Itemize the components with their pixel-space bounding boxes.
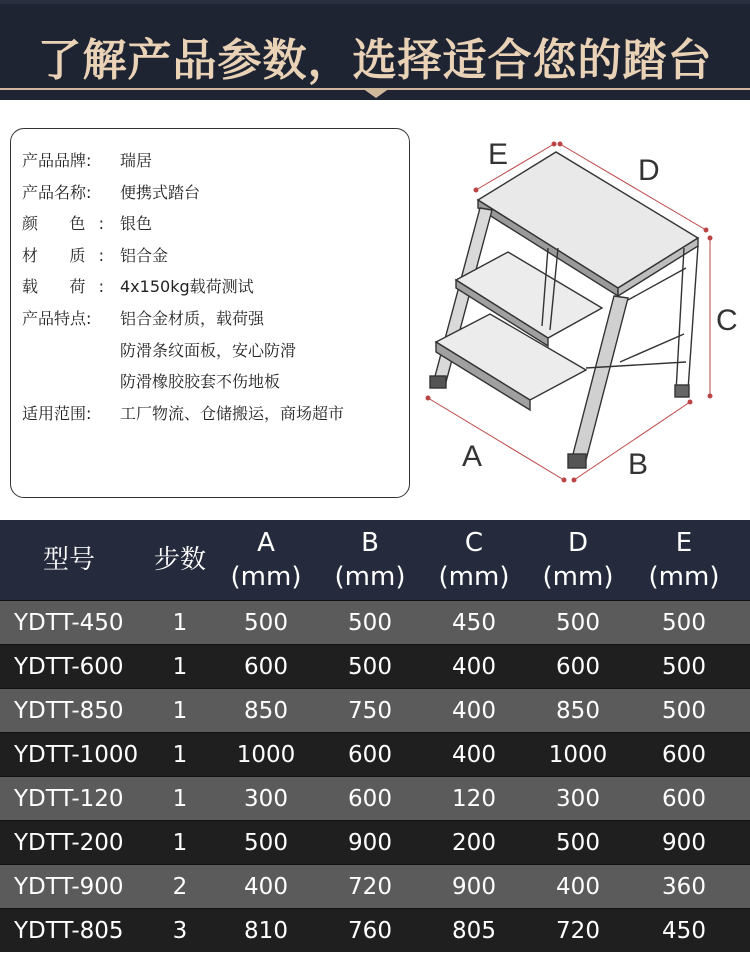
spec-value: 防滑条纹面板，安心防滑 <box>120 341 297 360</box>
header-top-strip <box>0 0 750 4</box>
table-cell: 1 <box>172 697 188 724</box>
table-cell: 900 <box>452 873 496 900</box>
model-cell: YDTT-120 <box>14 785 124 812</box>
table-cell: 1000 <box>236 741 296 768</box>
column-header-label: 型号 <box>42 545 95 575</box>
table-cell: 600 <box>662 785 706 812</box>
spec-row <box>22 401 344 424</box>
table-cell: 900 <box>662 829 706 856</box>
spec-value: 工厂物流、仓储搬运，商场超市 <box>120 404 345 423</box>
table-cell: 850 <box>244 697 288 724</box>
table-cell: 1 <box>172 741 188 768</box>
table-row <box>0 908 750 952</box>
spec-value: 防滑橡胶胶套不伤地板 <box>120 372 281 391</box>
table-cell: 450 <box>452 609 496 636</box>
spec-key: 产品特点: <box>22 309 92 328</box>
column-header <box>0 520 138 600</box>
table-cell: 1 <box>172 609 188 636</box>
table-cell: 120 <box>452 785 496 812</box>
table-cell: 500 <box>662 697 706 724</box>
table-row <box>0 688 750 732</box>
table-cell: 300 <box>244 785 288 812</box>
dimension-label-a: A <box>462 440 483 473</box>
table-row <box>0 600 750 644</box>
table-header <box>0 520 750 600</box>
column-header-label: A <box>257 528 275 558</box>
table-cell: 500 <box>244 609 288 636</box>
table-row <box>0 820 750 864</box>
spec-key: 适用范围: <box>22 404 92 423</box>
table-cell: 1 <box>172 653 188 680</box>
spec-value: 瑞居 <box>120 151 153 170</box>
dimension-label-b: B <box>628 448 649 481</box>
spec-row <box>22 243 168 266</box>
table-cell: 805 <box>452 917 496 944</box>
model-cell: YDTT-805 <box>14 917 124 944</box>
spec-table <box>0 520 750 952</box>
table-row <box>0 776 750 820</box>
table-cell: 760 <box>348 917 392 944</box>
table-cell: 2 <box>172 873 188 900</box>
table-cell: 450 <box>662 917 706 944</box>
spec-key: 材 质: <box>22 246 104 265</box>
table-cell: 600 <box>244 653 288 680</box>
table-cell: 400 <box>556 873 600 900</box>
table-cell: 750 <box>348 697 392 724</box>
table-cell: 400 <box>452 697 496 724</box>
column-header <box>419 520 529 600</box>
page-title: 了解产品参数，选择适合您的踏台 <box>37 35 713 86</box>
column-header <box>315 520 425 600</box>
table-cell: 500 <box>556 609 600 636</box>
table-cell: 600 <box>348 741 392 768</box>
table-cell: 600 <box>348 785 392 812</box>
spec-value: 银色 <box>120 214 153 233</box>
table-row <box>0 864 750 908</box>
model-cell: YDTT-600 <box>14 653 124 680</box>
model-cell: YDTT-900 <box>14 873 124 900</box>
table-row <box>0 644 750 688</box>
table-cell: 500 <box>348 609 392 636</box>
column-header-label: B <box>361 528 379 558</box>
column-header <box>523 520 633 600</box>
model-cell: YDTT-200 <box>14 829 124 856</box>
column-header-label: E <box>675 528 693 558</box>
table-cell: 600 <box>556 653 600 680</box>
spec-value: 铝合金 <box>120 246 169 265</box>
spec-row <box>22 148 152 171</box>
column-header-label: 步数 <box>153 545 206 575</box>
table-cell: 720 <box>348 873 392 900</box>
table-cell: 400 <box>452 653 496 680</box>
table-cell: 360 <box>662 873 706 900</box>
spec-row <box>22 211 152 234</box>
column-header-unit: (mm) <box>648 562 720 592</box>
column-header-unit: (mm) <box>438 562 510 592</box>
table-cell: 500 <box>556 829 600 856</box>
table-cell: 500 <box>662 653 706 680</box>
spec-value: 便携式踏台 <box>120 183 201 202</box>
table-cell: 1 <box>172 785 188 812</box>
dimension-label-d: D <box>638 154 660 187</box>
column-header-unit: (mm) <box>334 562 406 592</box>
spec-key: 产品品牌: <box>22 151 92 170</box>
spec-key: 颜 色: <box>22 214 104 233</box>
table-row <box>0 732 750 776</box>
table-cell: 720 <box>556 917 600 944</box>
column-header <box>629 520 739 600</box>
page-header <box>0 0 750 100</box>
table-cell: 1 <box>172 829 188 856</box>
header-divider-arrow <box>362 88 390 98</box>
dimension-label-c: C <box>716 304 738 337</box>
table-cell: 600 <box>662 741 706 768</box>
spec-row <box>22 274 254 297</box>
spec-row <box>22 369 280 392</box>
table-cell: 300 <box>556 785 600 812</box>
table-cell: 500 <box>662 609 706 636</box>
table-cell: 810 <box>244 917 288 944</box>
table-cell: 850 <box>556 697 600 724</box>
table-body <box>0 600 750 952</box>
spec-key: 产品名称: <box>22 183 92 202</box>
table-cell: 500 <box>244 829 288 856</box>
spec-row <box>22 180 200 203</box>
step-stool-diagram <box>418 130 748 490</box>
column-header-label: C <box>464 528 484 558</box>
table-cell: 1000 <box>548 741 608 768</box>
spec-key: 载 荷: <box>22 277 104 296</box>
table-cell: 400 <box>244 873 288 900</box>
column-header-unit: (mm) <box>542 562 614 592</box>
table-cell: 900 <box>348 829 392 856</box>
table-cell: 400 <box>452 741 496 768</box>
column-header-unit: (mm) <box>230 562 302 592</box>
table-cell: 500 <box>348 653 392 680</box>
table-cell: 200 <box>452 829 496 856</box>
model-cell: YDTT-850 <box>14 697 124 724</box>
column-header-label: D <box>567 528 589 558</box>
spec-value: 4x150kg载荷测试 <box>120 277 254 296</box>
table-cell: 3 <box>172 917 188 944</box>
spec-row <box>22 338 296 361</box>
spec-row <box>22 306 264 329</box>
column-header <box>211 520 321 600</box>
spec-value: 铝合金材质，载荷强 <box>120 309 265 328</box>
model-cell: YDTT-450 <box>14 609 124 636</box>
dimension-label-e: E <box>488 138 509 171</box>
model-cell: YDTT-1000 <box>14 741 139 768</box>
